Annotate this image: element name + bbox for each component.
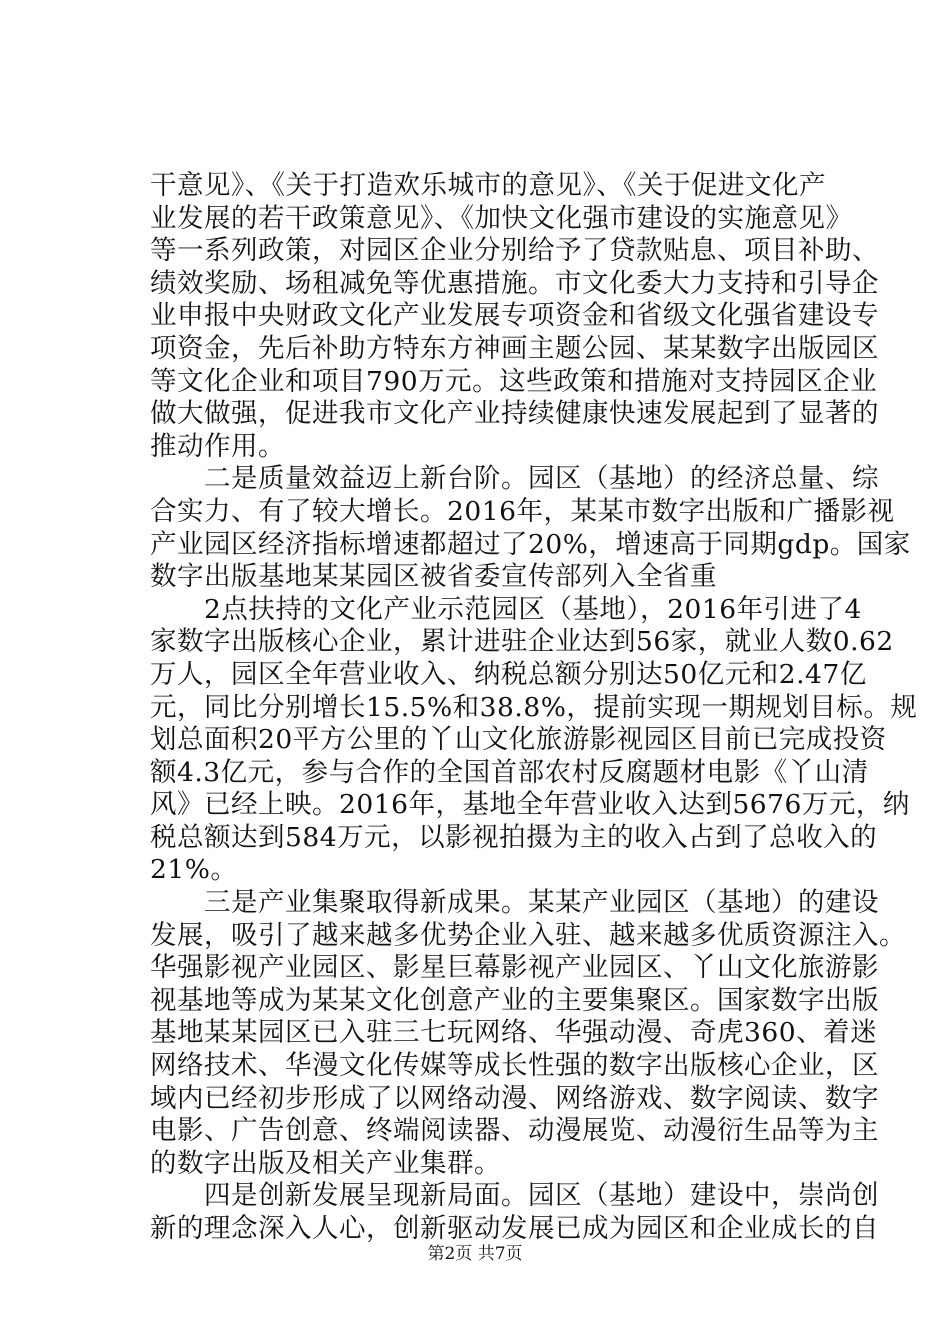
text-line: 业发展的若干政策意见》、《加快文化强市建设的实施意见》 [150,202,853,234]
body-text [150,170,918,1246]
page-number-footer: 第2页 共7页 [427,1244,523,1264]
text-line: 划总面积20平方公里的丫山文化旅游影视园区目前已完成投资 [150,724,887,756]
text-line: 额4.3亿元，参与合作的全国首部农村反腐题材电影《丫山清 [150,756,869,788]
text-line: 做大做强，促进我市文化产业持续健康快速发展起到了显著的 [150,398,879,430]
text-line: 元，同比分别增长15.5%和38.8%，提前实现一期规划目标。规 [150,691,918,723]
text-line: 业申报中央财政文化产业发展专项资金和省级文化强省建设专 [150,300,879,332]
text-line: 四是创新发展呈现新局面。园区（基地）建设中，崇尚创 [150,1180,879,1212]
text-line: 干意见》、《关于打造欢乐城市的意见》、《关于促进文化产 [150,170,826,201]
text-line: 发展，吸引了越来越多优势企业入驻、越来越多优质资源注入。 [150,919,906,951]
text-line: 三是产业集聚取得新成果。某某产业园区（基地）的建设 [150,887,879,919]
text-line: 的数字出版及相关产业集群。 [150,1147,501,1179]
text-line: 合实力、有了较大增长。2016年，某某市数字出版和广播影视 [150,495,895,527]
text-line: 等文化企业和项目790万元。这些政策和措施对支持园区企业 [150,365,878,397]
text-line: 数字出版基地某某园区被省委宣传部列入全省重 [150,561,717,593]
text-line: 21%。 [150,854,238,886]
text-line: 华强影视产业园区、影星巨幕影视产业园区、丫山文化旅游影 [150,952,879,984]
text-line: 项资金，先后补助方特东方神画主题公园、某某数字出版园区 [150,332,879,364]
text-line: 万人，园区全年营业收入、纳税总额分别达50亿元和2.47亿 [150,658,867,690]
text-line: 等一系列政策，对园区企业分别给予了贷款贴息、项目补助、 [150,235,879,267]
text-line: 新的理念深入人心，创新驱动发展已成为园区和企业成长的自 [150,1213,879,1244]
text-line: 网络技术、华漫文化传媒等成长性强的数字出版核心企业，区 [150,1050,879,1082]
text-line: 二是质量效益迈上新台阶。园区（基地）的经济总量、综 [150,463,879,495]
text-line: 税总额达到584万元，以影视拍摄为主的收入占到了总收入的 [150,821,878,853]
text-line: 视基地等成为某某文化创意产业的主要集聚区。国家数字出版 [150,984,879,1016]
text-line: 风》已经上映。2016年，基地全年营业收入达到5676万元，纳 [150,789,910,821]
text-line: 产业园区经济指标增速都超过了20%，增速高于同期gdp。国家 [150,528,911,560]
text-line: 绩效奖励、场租减免等优惠措施。市文化委大力支持和引导企 [150,267,879,299]
text-line: 家数字出版核心企业，累计进驻企业达到56家，就业人数0.62 [150,626,894,658]
text-line: 推动作用。 [150,430,285,462]
text-line: 域内已经初步形成了以网络动漫、网络游戏、数字阅读、数字 [150,1082,879,1114]
text-line: 电影、广告创意、终端阅读器、动漫展览、动漫衍生品等为主 [150,1115,879,1147]
text-line: 2点扶持的文化产业示范园区（基地），2016年引进了4 [150,593,862,625]
text-line: 基地某某园区已入驻三七玩网络、华强动漫、奇虎360、着迷 [150,1017,878,1049]
